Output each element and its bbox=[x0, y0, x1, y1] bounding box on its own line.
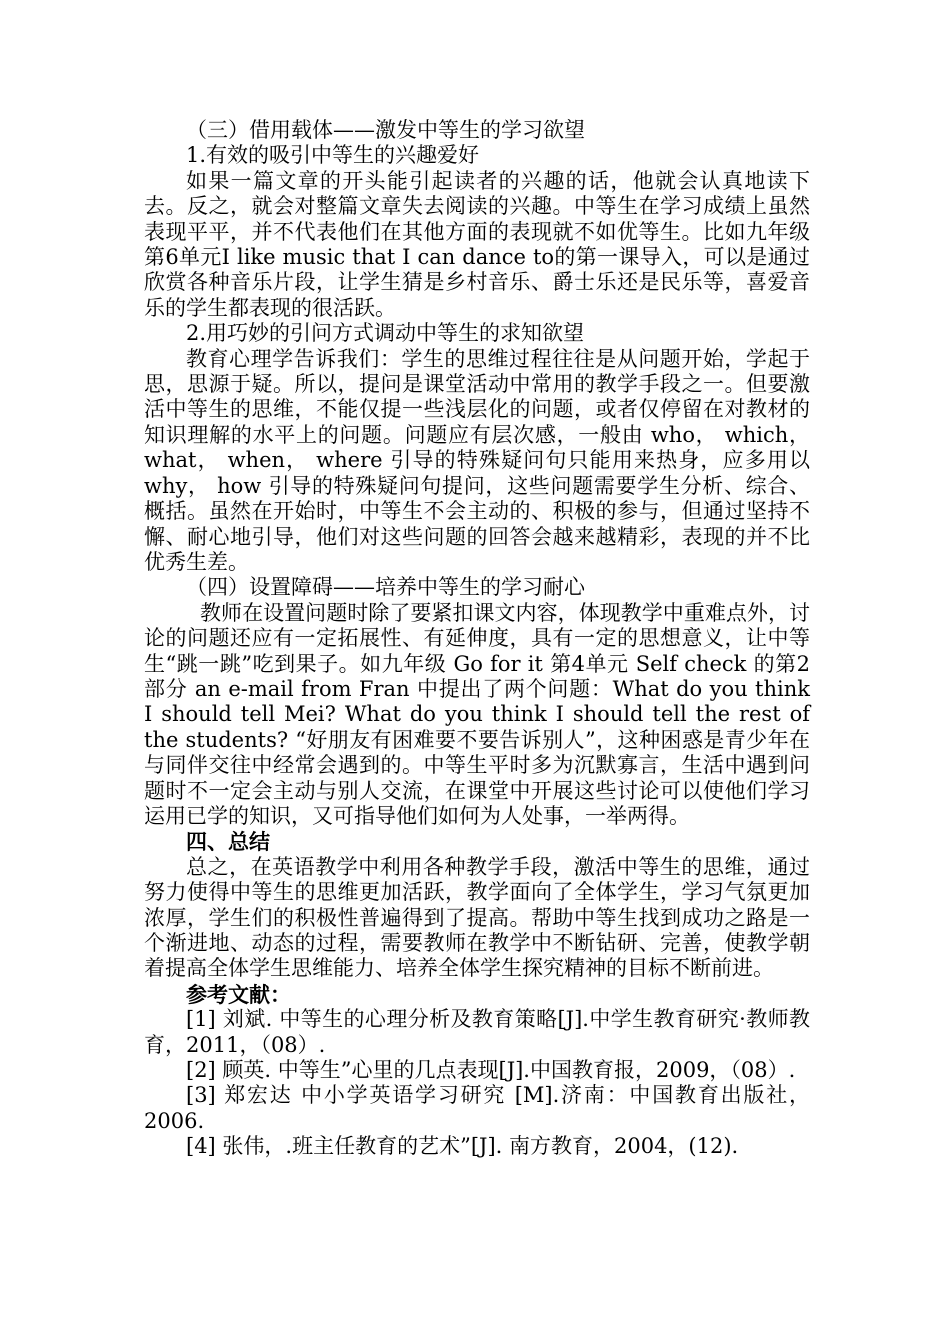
reference-3: [3] 郑宏达 中小学英语学习研究 [M].济南：中国教育出版社，2006. bbox=[144, 1083, 810, 1133]
subheading-1: 1.有效的吸引中等生的兴趣爱好 bbox=[186, 143, 480, 168]
subheading-2: 2.用巧妙的引问方式调动中等生的求知欲望 bbox=[186, 321, 585, 346]
paragraph-1: 如果一篇文章的开头能引起读者的兴趣的话，他就会认真地读下去。反之，就会对整篇文章失去阅读的兴趣。中等生在学习成绩上虽然表现平平，并不代表他们在其他方面的表现就不如优等生。比如九年级第6单元I like music that I can dance to的第一课导入，可以是通过欣赏各种音乐片段，让学生猜是乡村音乐、爵士乐还是民乐等，喜爱音乐的学生都表现的很活跃。 bbox=[144, 168, 810, 320]
paragraph-2: 教育心理学告诉我们：学生的思维过程往往是从问题开始，学起于思，思源于疑。所以，提问是课堂活动中常用的教学手段之一。但要激活中等生的思维，不能仅提一些浅层化的问题，或者仅停留在对教材的知识理解的水平上的问题。问题应有层次感，一般由 who， which， what， when， where 引导的特殊疑问句只能用来热身，应多用以 why， how 引导的特殊疑问句提问，这些问题需要学生分析、综合、概括。虽然在开始时，中等生不会主动的、积极的参与，但通过坚持不懈、耐心地引导，他们对这些问题的回答会越来越精彩，表现的并不比优秀生差。 bbox=[144, 346, 810, 574]
summary-heading: 四、总结 bbox=[186, 829, 270, 855]
reference-4: [4] 张伟，.班主任教育的艺术”[J]. 南方教育，2004，(12). bbox=[186, 1134, 739, 1159]
reference-2: [2] 顾英. 中等生”心里的几点表现[J].中国教育报，2009，（08）. bbox=[186, 1058, 796, 1083]
section-heading-3: （三）借用载体——激发中等生的学习欲望 bbox=[186, 118, 585, 142]
reference-1: [1] 刘斌. 中等生的心理分析及教育策略[J].中学生教育研究·教师教育，2011，（08）. bbox=[144, 1007, 810, 1057]
document-page bbox=[144, 118, 810, 1160]
paragraph-3: 教师在设置问题时除了要紧扣课文内容，体现教学中重难点外，讨论的问题还应有一定拓展性、有延伸度，具有一定的思想意义，让中等生“跳一跳”吃到果子。如九年级 Go for it 第4单元 Self check 的第2部分 an e-mail from Fran 中提出了两个问题：What do you think I should tell Mei? What do you think I should tell the rest of the students? “好朋友有困难要不要告诉别人”，这种困惑是青少年在与同伴交往中经常会遇到的。中等生平时多为沉默寡言，生活中遇到问题时不一定会主动与别人交流，在课堂中开展这些讨论可以使他们学习运用已学的知识，又可指导他们如何为人处事，一举两得。 bbox=[144, 600, 810, 828]
references-heading: 参考文献： bbox=[186, 981, 291, 1007]
paragraph-4: 总之，在英语教学中利用各种教学手段，激活中等生的思维，通过努力使得中等生的思维更加活跃，教学面向了全体学生，学习气氛更加浓厚，学生们的积极性普遍得到了提高。帮助中等生找到成功之路是一个渐进地、动态的过程，需要教师在教学中不断钻研、完善，使教学朝着提高全体学生思维能力、培养全体学生探究精神的目标不断前进。 bbox=[144, 854, 810, 981]
section-heading-4: （四）设置障碍——培养中等生的学习耐心 bbox=[186, 575, 585, 600]
